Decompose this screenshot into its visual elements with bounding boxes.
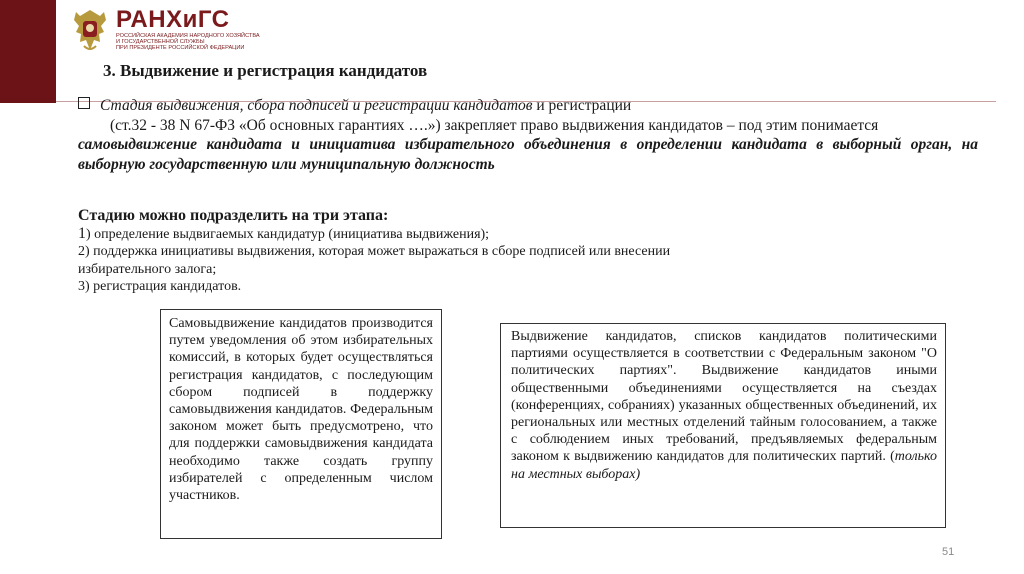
bullet-italic-lead: Стадия выдвижения, сбора подписей и регистрации кандидатов — [100, 97, 533, 114]
stage-1-number: 1 — [78, 224, 86, 242]
bullet-lead-rest: и регистрации — [532, 97, 632, 114]
stage-1: ) определение выдвигаемых кандидатур (инициатива выдвижения); — [86, 226, 490, 242]
logo-subtitle: РОССИЙСКАЯ АКАДЕМИЯ НАРОДНОГО ХОЗЯЙСТВА И ГОСУДАРСТВЕННОЙ СЛУЖБЫ ПРИ ПРЕЗИДЕНТЕ РОССИЙСКОЙ ФЕДЕРАЦИИ — [116, 33, 260, 51]
party-nomination-text: Выдвижение кандидатов, списков кандидатов политическими партиями осуществляется в соответствии с Федеральным законом "О политических партиях". Выдвижение кандидатов иными общественными объединениями осуществляется на съездах (конференциях, собраниях) указанных общественных объединений, их региональных или местных отделений тайным голосованием, а также с соблюдением иных требований, предъявляемых федеральным законом к выдвижению кандидатов для политических партий. ( — [511, 329, 937, 465]
logo-title: РАНХиГС — [116, 6, 230, 33]
party-nomination-box — [500, 323, 946, 528]
section-title: 3. Выдвижение и регистрация кандидатов — [103, 61, 428, 80]
bullet-bold-italic: самовыдвижение кандидата и инициатива избирательного объединения в определении кандидата в выборный орган, на выборную государственную или муниципальную должность — [78, 136, 978, 173]
page-number: 51 — [942, 546, 955, 558]
stage-3: 3) регистрация кандидатов. — [78, 279, 242, 294]
left-accent-bar — [0, 0, 56, 103]
bullet-paragraph — [78, 96, 978, 174]
self-nomination-text: Самовыдвижение кандидатов производится путем уведомления об этом избирательных комиссий, в которых будет осуществляться регистрация кандидатов, с последующим сбором подписей в поддержку самовыдвижения кандидатов. Федеральным законом может быть предусмотрено, что для поддержки самовыдвижения кандидата необходимо также создать группу избирателей с определенным числом участников. — [169, 316, 433, 504]
stages-list — [78, 207, 778, 296]
checkbox-bullet-icon — [78, 97, 90, 109]
party-nomination-note: только на местных выборах) — [511, 449, 937, 482]
stage-2: 2) поддержка инициативы выдвижения, которая может выражаться в сборе подписей или внесении — [78, 244, 671, 259]
stage-2-continued: избирательного залога; — [78, 261, 217, 277]
emblem-icon — [70, 6, 110, 54]
stages-heading: Стадию можно подразделить на три этапа: — [78, 207, 389, 224]
bullet-line-2: (ст.32 - 38 N 67-ФЗ «Об основных гарантиях ….») закрепляет право выдвижения кандидатов – под этим понимается — [110, 116, 879, 134]
ranepa-logo — [70, 6, 260, 54]
self-nomination-box — [160, 309, 442, 539]
